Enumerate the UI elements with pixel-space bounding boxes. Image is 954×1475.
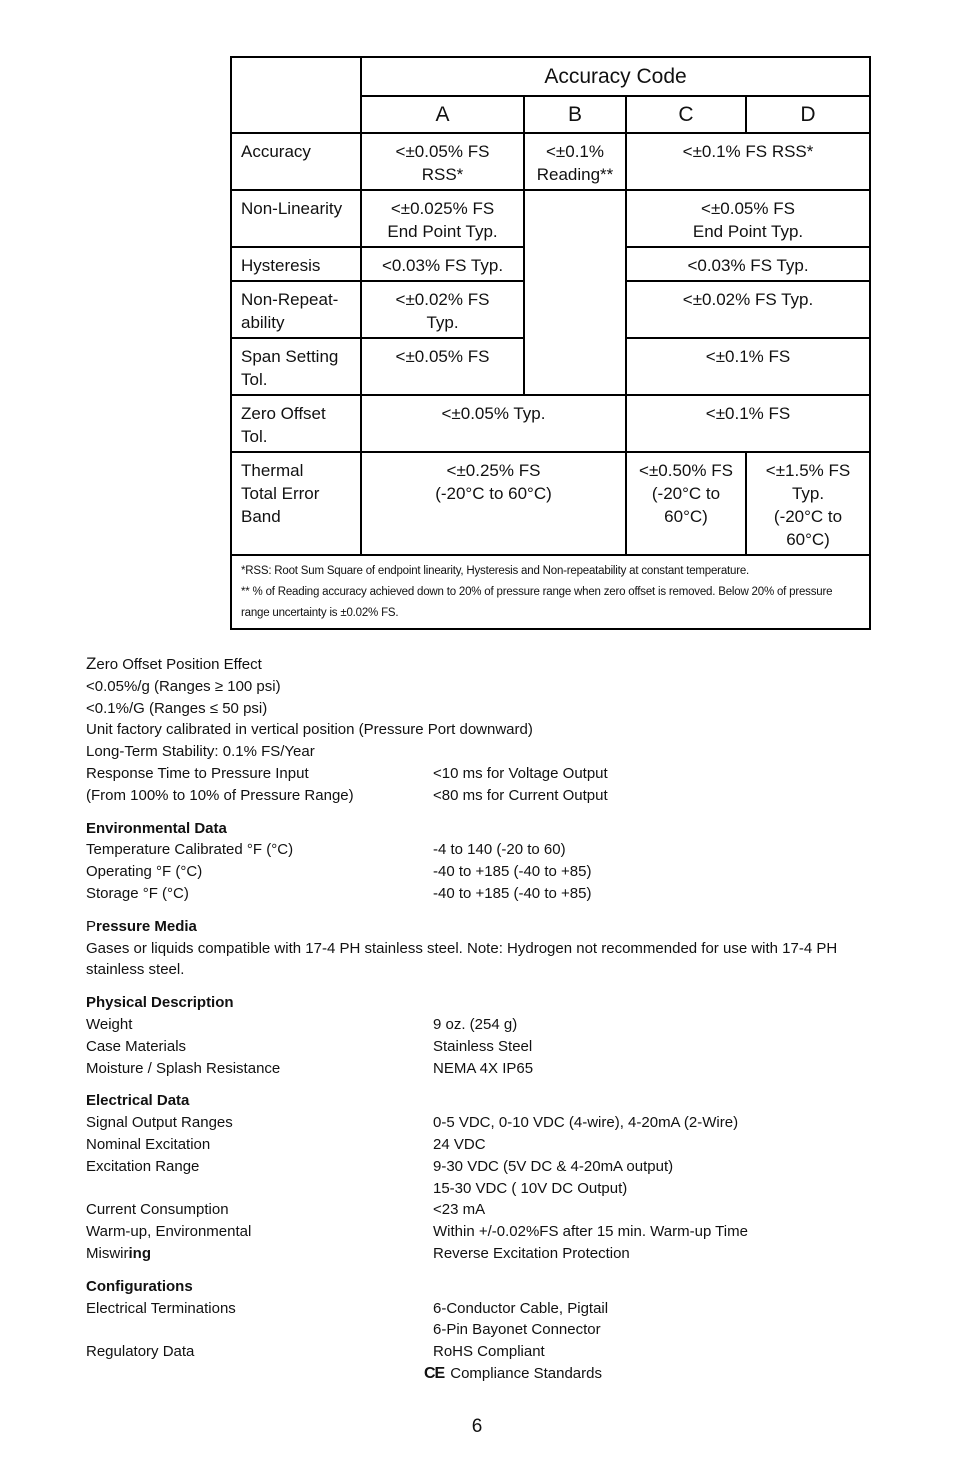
physical-heading: Physical Description xyxy=(86,994,234,1012)
heading-rest: ressure Media xyxy=(96,917,197,935)
spec-label: Response Time to Pressure Input xyxy=(86,764,309,782)
spec-label: Case Materials xyxy=(86,1037,187,1055)
table-corner-cell xyxy=(231,57,361,133)
value-line: Compliance Standards xyxy=(450,1364,602,1382)
spec-value: -40 to +185 (-40 to +85) xyxy=(433,863,592,881)
value-line: 6-Conductor Cable, Pigtail xyxy=(433,1299,609,1317)
cell-line: <±0.05% FS xyxy=(701,199,795,218)
label-text: Non-Repeat- xyxy=(241,290,339,309)
spec-value: Reverse Excitation Protection xyxy=(433,1244,630,1262)
cell-line: <±0.1% xyxy=(545,142,604,161)
spec-label: Weight xyxy=(86,1015,133,1033)
spec-row xyxy=(86,1243,876,1265)
spec-row xyxy=(86,883,876,905)
long-term-stability: Long-Term Stability: 0.1% FS/Year xyxy=(86,743,315,761)
code-c-header: C xyxy=(626,96,746,133)
value-line: 9-30 VDC (5V DC & 4-20mA output) xyxy=(433,1157,674,1175)
label-text: Span Setting xyxy=(241,347,339,366)
spec-label: Electrical Terminations xyxy=(86,1299,236,1317)
cell-line: <±0.05% FS xyxy=(395,347,490,366)
label-text: Total Error xyxy=(241,484,320,503)
cell-line: (-20°C to xyxy=(651,484,721,503)
non-linearity-a-cell xyxy=(361,190,524,247)
cell-line: <±0.025% FS xyxy=(390,199,495,218)
spec-row xyxy=(86,1134,876,1156)
spec-row xyxy=(86,1199,876,1221)
cell-line: <±0.05% FS xyxy=(395,142,490,161)
cell-line: End Point Typ. xyxy=(692,222,804,241)
cell-line: Reading** xyxy=(536,165,614,184)
row-label-accuracy xyxy=(231,133,361,190)
code-a-header: A xyxy=(361,96,524,133)
non-repeatability-a-cell xyxy=(361,281,524,338)
zero-offset-effect-heading xyxy=(86,653,876,676)
label-text: Accuracy xyxy=(241,142,311,161)
thermal-ab-cell xyxy=(361,452,626,555)
ce-mark-icon: CE xyxy=(424,1364,445,1382)
spec-row xyxy=(86,763,876,785)
spec-value: 0-5 VDC, 0-10 VDC (4-wire), 4-20mA (2-Wire) xyxy=(433,1114,739,1132)
cell-line: Typ. xyxy=(426,313,459,332)
spec-row xyxy=(86,785,876,807)
configurations-heading: Configurations xyxy=(86,1277,193,1295)
value-line: 15-30 VDC ( 10V DC Output) xyxy=(433,1179,628,1197)
row-label-thermal xyxy=(231,452,361,555)
spec-label: Temperature Calibrated °F (°C) xyxy=(86,841,294,859)
cell-line: <±0.1% FS RSS* xyxy=(682,142,814,161)
thermal-c-cell xyxy=(626,452,746,555)
spec-row xyxy=(86,1112,876,1134)
spec-label: Current Consumption xyxy=(86,1201,229,1219)
heading-rest: ero Offset Position Effect xyxy=(96,656,262,673)
label-text: Tol. xyxy=(241,427,268,446)
spec-value: 24 VDC xyxy=(433,1135,486,1153)
cell-line: Typ. xyxy=(791,484,825,503)
specifications xyxy=(86,653,876,1385)
first-letter: Z xyxy=(86,654,97,673)
table-footnotes xyxy=(231,555,870,629)
spec-value: <80 ms for Current Output xyxy=(433,786,608,804)
row-label-non-linearity xyxy=(231,190,361,247)
spec-label: Nominal Excitation xyxy=(86,1135,211,1153)
spec-value: -4 to 140 (-20 to 60) xyxy=(433,841,566,859)
label-text: Hysteresis xyxy=(241,256,321,275)
spec-value: -40 to +185 (-40 to +85) xyxy=(433,884,592,902)
spec-value: <10 ms for Voltage Output xyxy=(433,764,608,782)
cell-line: RSS* xyxy=(421,165,464,184)
accuracy-cd-cell xyxy=(626,133,870,190)
spec-row xyxy=(86,1298,876,1342)
zero-offset-cd-cell xyxy=(626,395,870,452)
spec-value: <23 mA xyxy=(433,1201,486,1219)
cell-line: <±0.50% FS xyxy=(639,461,733,480)
code-b-empty-cell xyxy=(524,190,626,395)
spec-value xyxy=(433,1156,876,1200)
spec-value xyxy=(424,1341,876,1385)
cell-line: <0.03% FS Typ. xyxy=(687,256,809,275)
code-d-header: D xyxy=(746,96,870,133)
electrical-heading: Electrical Data xyxy=(86,1092,190,1110)
spec-row xyxy=(86,1036,876,1058)
cell-line: <±0.02% FS xyxy=(395,290,490,309)
pressure-media-heading xyxy=(86,916,876,938)
code-b-header: B xyxy=(524,96,626,133)
spec-label: Moisture / Splash Resistance xyxy=(86,1059,281,1077)
span-setting-cd-cell xyxy=(626,338,870,395)
cell-line: <±0.1% FS xyxy=(705,347,791,366)
cell-line: 60°C) xyxy=(664,507,708,526)
cell-line: <±0.1% FS xyxy=(705,404,791,423)
spec-row xyxy=(86,861,876,883)
label-text: Tol. xyxy=(241,370,268,389)
cell-line: (-20°C to xyxy=(773,507,843,526)
cell-line: <0.03% FS Typ. xyxy=(381,256,504,275)
accuracy-code-title: Accuracy Code xyxy=(361,57,870,96)
zero-offset-ab-cell xyxy=(361,395,626,452)
label-text: Non-Linearity xyxy=(241,199,343,218)
cell-line: (-20°C to 60°C) xyxy=(435,484,552,503)
spec-label: Operating °F (°C) xyxy=(86,863,203,881)
spec-value xyxy=(433,1298,876,1342)
spec-label: Warm-up, Environmental xyxy=(86,1223,252,1241)
cell-line: End Point Typ. xyxy=(387,222,498,241)
cell-line: 60°C) xyxy=(786,530,830,549)
pressure-media-text: Gases or liquids compatible with 17-4 PH stainless steel. Note: Hydrogen not recommended for use with 17-4 PH stainless steel. xyxy=(86,939,838,979)
cell-line: <±1.5% FS xyxy=(765,461,851,480)
span-setting-a-cell xyxy=(361,338,524,395)
spec-row xyxy=(86,1058,876,1080)
label-text: Thermal xyxy=(241,461,304,480)
row-label-span-setting xyxy=(231,338,361,395)
value-line: 6-Pin Bayonet Connector xyxy=(433,1321,601,1339)
environmental-heading: Environmental Data xyxy=(86,819,227,837)
spec-label: Regulatory Data xyxy=(86,1343,195,1361)
spec-value: 9 oz. (254 g) xyxy=(433,1015,518,1033)
spec-row xyxy=(86,1341,876,1385)
hysteresis-a-cell xyxy=(361,247,524,281)
cell-line: <±0.25% FS xyxy=(446,461,541,480)
cell-line: <±0.02% FS Typ. xyxy=(682,290,814,309)
spec-row xyxy=(86,1221,876,1243)
spec-label: Signal Output Ranges xyxy=(86,1114,233,1132)
spec-row xyxy=(86,1014,876,1036)
label-part-bold: ing xyxy=(128,1244,151,1262)
thermal-d-cell xyxy=(746,452,870,555)
accuracy-b-cell xyxy=(524,133,626,190)
spec-row xyxy=(86,1156,876,1200)
hysteresis-cd-cell xyxy=(626,247,870,281)
row-label-non-repeatability xyxy=(231,281,361,338)
cell-line: <±0.05% Typ. xyxy=(441,404,546,423)
accuracy-a-cell xyxy=(361,133,524,190)
row-label-zero-offset xyxy=(231,395,361,452)
label-part: Miswir xyxy=(86,1244,129,1262)
value-line: RoHS Compliant xyxy=(433,1343,545,1361)
label-text: ability xyxy=(241,313,285,332)
footnote-reading: ** % of Reading accuracy achieved down to 20% of pressure range when zero offset is removed. Below 20% of pressure range uncertainty is ±0.02% FS. xyxy=(241,586,833,619)
spec-row xyxy=(86,839,876,861)
label-text: Band xyxy=(241,507,281,526)
non-repeatability-cd-cell xyxy=(626,281,870,338)
accuracy-code-table xyxy=(230,56,871,630)
zero-effect-line: <0.05%/g (Ranges ≥ 100 psi) xyxy=(86,677,281,695)
spec-value: NEMA 4X IP65 xyxy=(433,1059,534,1077)
spec-value: Stainless Steel xyxy=(433,1037,533,1055)
zero-effect-line: <0.1%/G (Ranges ≤ 50 psi) xyxy=(86,699,268,717)
label-text: Zero Offset xyxy=(241,404,326,423)
first-letter: P xyxy=(86,917,97,935)
spec-label xyxy=(86,1243,433,1265)
spec-value: Within +/-0.02%FS after 15 min. Warm-up Time xyxy=(433,1223,748,1241)
footnote-rss: *RSS: Root Sum Square of endpoint linearity, Hysteresis and Non-repeatability at constant temperature. xyxy=(241,565,750,577)
spec-label: Excitation Range xyxy=(86,1157,200,1175)
page-number: 6 xyxy=(471,1416,483,1437)
row-label-hysteresis xyxy=(231,247,361,281)
spec-label: (From 100% to 10% of Pressure Range) xyxy=(86,786,354,804)
non-linearity-cd-cell xyxy=(626,190,870,247)
spec-label: Storage °F (°C) xyxy=(86,884,189,902)
factory-calibration-note: Unit factory calibrated in vertical position (Pressure Port downward) xyxy=(86,721,533,739)
